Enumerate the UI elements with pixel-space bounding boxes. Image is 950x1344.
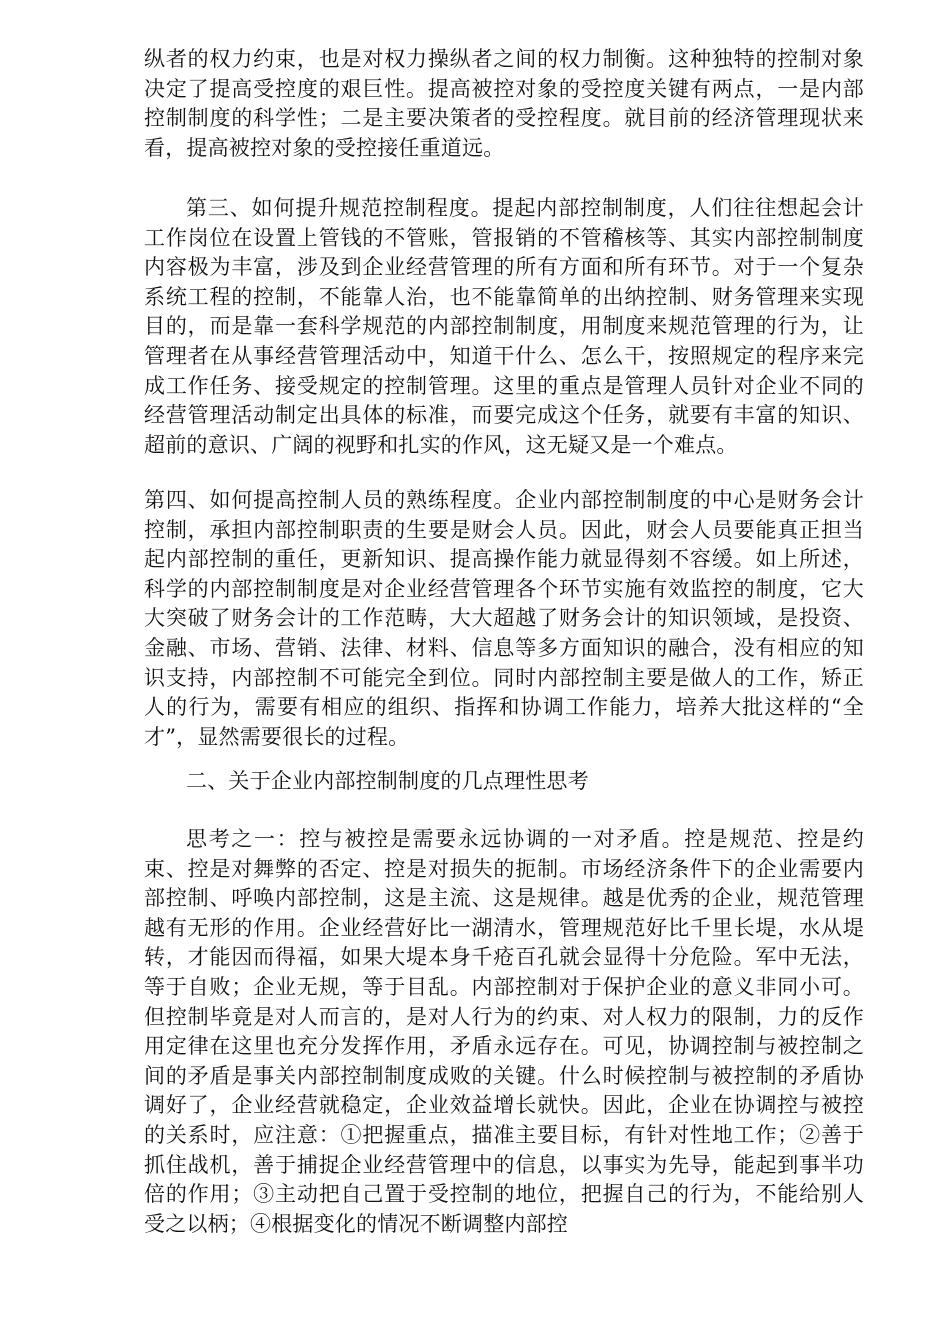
paragraph-text: 第四、如何提高控制人员的熟练程度。企业内部控制制度的中心是财务会计控制，承担内部控制职责的生要是财会人员。因此，财会人员要能真正担当起内部控制的重任，更新知识、提高操作能力就显得刻不容缓。如上所述，科学的内部控制制度是对企业经营管理各个环节实施有效监控的制度，它大大突破了财务会计的工作范畴，大大超越了财务会计的知识领域，是投资、金融、市场、营销、法律、材料、信息等多方面知识的融合，没有相应的知识支持，内部控制不可能完全到位。同时内部控制主要是做人的工作，矫正人的行为，需要有相应的组织、指挥和协调工作能力，培养大批这样的“全才”，显然需要很长的过程。: [144, 488, 864, 749]
paragraph-fourth-point: [144, 486, 864, 752]
paragraph-text: 思考之一：控与被控是需要永远协调的一对矛盾。控是规范、控是约束、控是对舞弊的否定、控是对损失的扼制。市场经济条件下的企业需要内部控制、呼唤内部控制，这是主流、这是规律。越是优秀的企业，规范管理越有无形的作用。企业经营好比一湖清水，管理规范好比千里长堤，水从堤转，才能因而得福，如果大堤本身千疮百孔就会显得十分危险。军中无法，等于自败；企业无规，等于目乱。内部控制对于保护企业的意义非同小可。但控制毕竟是对人而言的，是对人行为的约束、对人权力的限制，力的反作用定律在这里也充分发挥作用，矛盾永远存在。可见，协调控制与被控制之间的矛盾是事关内部控制制度成败的关键。什么时候控制与被控制的矛盾协调好了，企业经营就稳定，企业效益增长就快。因此，企业在协调控与被控的关系时，应注意：①把握重点，描准主要目标，有针对性地工作；②善于抓住战机，善于捕捉企业经营管理中的信息，以事实为先导，能起到事半功倍的作用；③主动把自己置于受控制的地位，把握自己的行为，不能给别人受之以柄；④根据变化的情况不断调整内部控: [144, 827, 864, 1236]
paragraph-text: 纵者的权力约束，也是对权力操纵者之间的权力制衡。这种独特的控制对象决定了提高受控度的艰巨性。提高被控对象的受控度关键有两点，一是内部控制制度的科学性；二是主要决策者的受控程度。就目前的经济管理现状来看，提高被控对象的受控接任重道远。: [144, 47, 864, 160]
section-heading-text: 二、关于企业内部控制制度的几点理性思考: [186, 769, 589, 793]
paragraph-thought-one: [144, 825, 864, 1239]
paragraph-continuation: [144, 45, 864, 163]
paragraph-third-point: [144, 194, 864, 460]
paragraph-text: 第三、如何提升规范控制程度。提起内部控制制度，人们往往想起会计工作岗位在设置上管钱的不管账，管报销的不管稽核等、其实内部控制制度内容极为丰富，涉及到企业经营管理的所有方面和所有环节。对于一个复杂系统工程的控制，不能靠人治，也不能靠简单的出纳控制、财务管理来实现目的，而是靠一套科学规范的内部控制制度，用制度来规范管理的行为，让管理者在从事经营管理活动中，知道干什么、怎么干，按照规定的程序来完成工作任务、接受规定的控制管理。这里的重点是管理人员针对企业不同的经营管理活动制定出具体的标准，而要完成这个任务，就要有丰富的知识、超前的意识、广阔的视野和扎实的作风，这无疑又是一个难点。: [144, 196, 864, 457]
section-heading: [144, 767, 864, 797]
